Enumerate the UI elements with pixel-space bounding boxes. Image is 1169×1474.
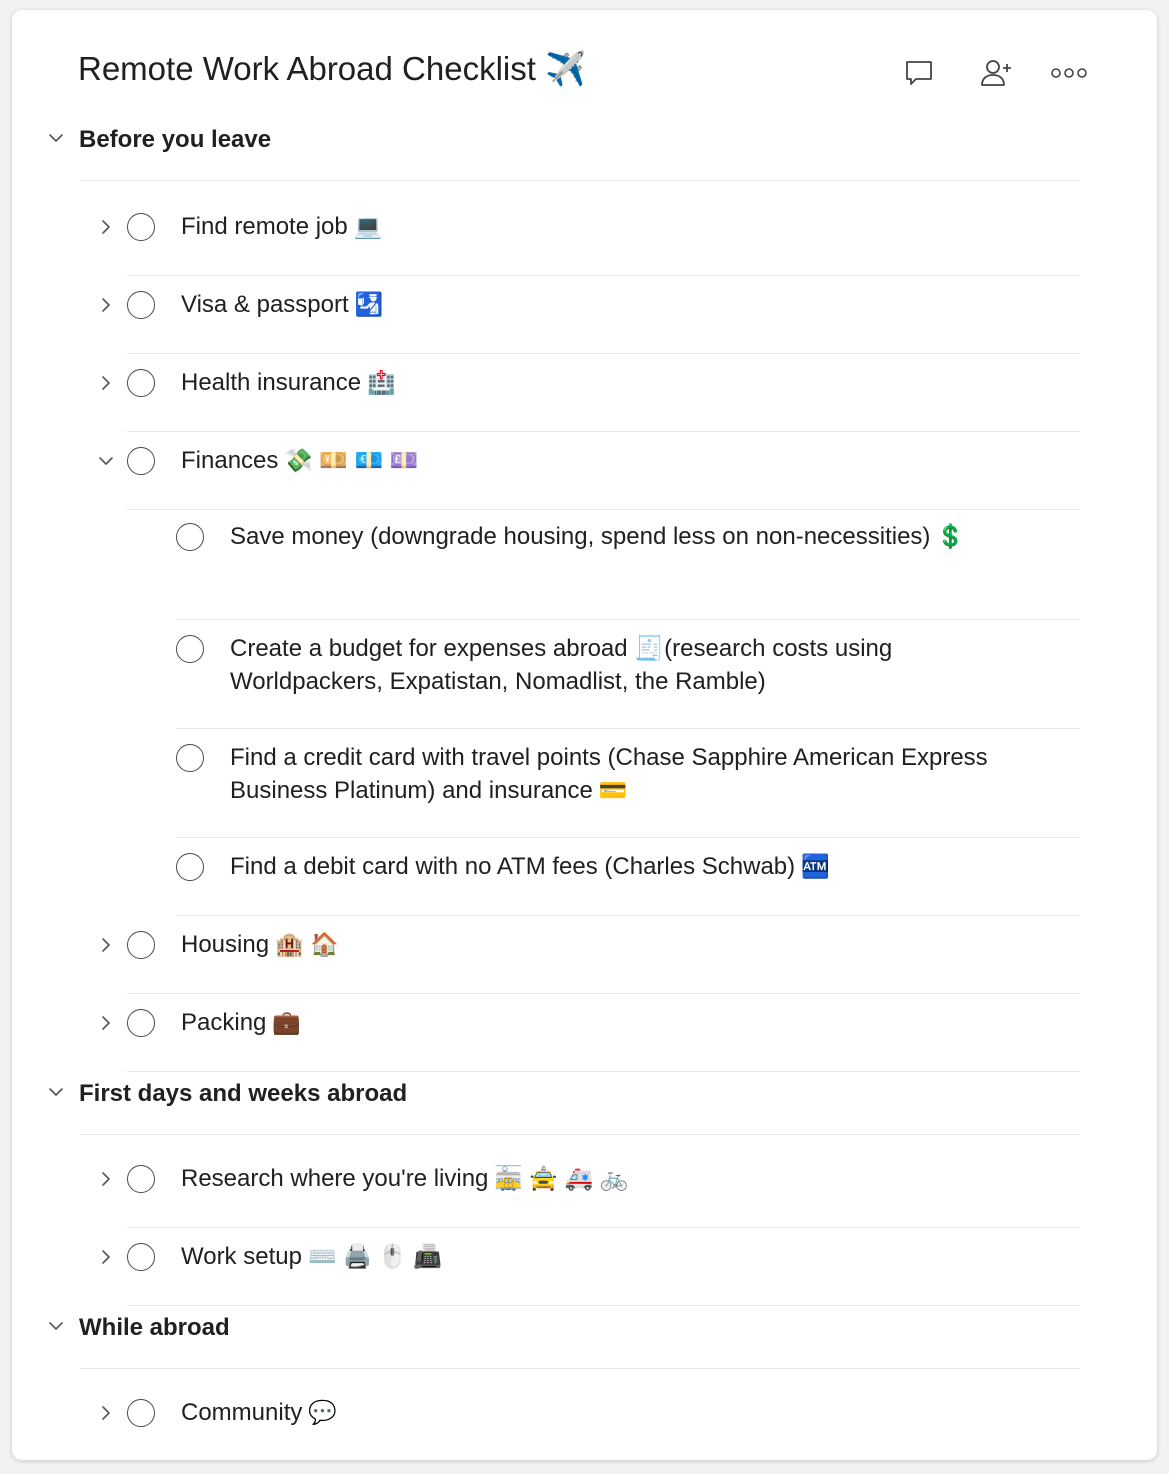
task-checkbox[interactable] — [127, 447, 155, 475]
row-divider — [127, 275, 1080, 276]
task-checkbox[interactable] — [127, 1243, 155, 1271]
section-divider — [80, 1134, 1080, 1135]
task-checkbox[interactable] — [127, 291, 155, 319]
row-divider — [176, 837, 1080, 838]
section-label: Before you leave — [79, 126, 272, 153]
row-divider — [176, 619, 1080, 620]
chevron-right-icon[interactable] — [96, 373, 116, 393]
task-text: Packing — [181, 1009, 267, 1036]
page-title: Remote Work Abroad Checklist ✈️ — [78, 50, 587, 87]
chevron-right-icon[interactable] — [96, 935, 116, 955]
task-emoji-icon: 🛂 — [354, 291, 384, 317]
task-checkbox[interactable] — [176, 853, 204, 881]
chevron-down-icon[interactable] — [46, 1316, 66, 1336]
task-text: Housing — [181, 931, 270, 958]
chevron-right-icon[interactable] — [96, 1247, 116, 1267]
chevron-right-icon[interactable] — [96, 1013, 116, 1033]
task-checkbox[interactable] — [127, 1009, 155, 1037]
chevron-down-icon[interactable] — [96, 451, 116, 471]
row-divider — [127, 353, 1080, 354]
task-emoji-icon: 💻 — [353, 213, 383, 239]
chevron-right-icon[interactable] — [96, 295, 116, 315]
section-label: First days and weeks abroad — [79, 1080, 408, 1107]
chevron-right-icon[interactable] — [96, 1169, 116, 1189]
task-emoji-icon: 🏧 — [801, 853, 830, 879]
section-header — [12, 1070, 1157, 1114]
task-text: Find a debit card with no ATM fees (Charles Schwab) — [230, 853, 796, 880]
row-divider — [127, 993, 1080, 994]
comment-icon — [904, 59, 934, 87]
task-title[interactable] — [181, 1240, 442, 1273]
task-checkbox[interactable] — [127, 213, 155, 241]
task-emoji-icon: 💳 — [598, 777, 628, 803]
task-text: Create a budget for expenses abroad 🧾(research costs using Worldpackers, Expatistan, Nomadlist, the Ramble) — [230, 635, 893, 695]
section-label: While abroad — [79, 1314, 230, 1341]
task-text: Save money (downgrade housing, spend less on non-necessities) — [230, 523, 931, 550]
task-checkbox[interactable] — [127, 931, 155, 959]
task-title[interactable] — [181, 210, 382, 243]
task-text: Work setup — [181, 1243, 302, 1270]
task-title[interactable] — [181, 1162, 628, 1195]
task-text: Visa & passport — [181, 291, 349, 318]
task-checkbox[interactable] — [127, 1165, 155, 1193]
task-title[interactable] — [181, 288, 383, 321]
task-title[interactable] — [181, 928, 339, 961]
task-title[interactable] — [230, 520, 1030, 553]
row-divider — [127, 1227, 1080, 1228]
task-checkbox[interactable] — [127, 1399, 155, 1427]
task-title[interactable] — [181, 366, 396, 399]
task-title[interactable] — [181, 1006, 301, 1039]
row-divider — [127, 431, 1080, 432]
task-emoji-icon: 🏥 — [367, 369, 396, 395]
more-icon — [1050, 66, 1088, 80]
task-title[interactable] — [181, 444, 418, 477]
section-header — [12, 116, 1157, 160]
row-divider — [176, 915, 1080, 916]
task-title[interactable] — [181, 1396, 337, 1429]
task-checkbox[interactable] — [176, 744, 204, 772]
task-emoji-icon: ⌨️ 🖨️ 🖱️ 📠 — [307, 1243, 442, 1269]
task-title[interactable] — [230, 632, 950, 698]
section-divider — [80, 180, 1080, 181]
task-checkbox[interactable] — [176, 523, 204, 551]
row-divider — [127, 509, 1080, 510]
task-checkbox[interactable] — [127, 369, 155, 397]
task-emoji-icon: 🚋 🚖 🚑 🚲 — [494, 1165, 629, 1191]
task-text: Finances — [181, 447, 279, 474]
chevron-right-icon[interactable] — [96, 1403, 116, 1423]
task-text: Find remote job — [181, 213, 348, 240]
task-text: Health insurance — [181, 369, 362, 396]
task-text: Find a credit card with travel points (Chase Sapphire American Express Business Platinum) and insurance — [230, 744, 988, 804]
section-header — [12, 1304, 1157, 1348]
section-divider — [80, 1368, 1080, 1369]
task-emoji-icon: 💸 💴 💶 💷 — [284, 447, 419, 473]
task-emoji-icon: 💼 — [272, 1009, 302, 1035]
add-person-icon — [980, 58, 1014, 88]
chevron-down-icon[interactable] — [46, 128, 66, 148]
more-button[interactable] — [1049, 56, 1089, 90]
task-checkbox[interactable] — [176, 635, 204, 663]
row-divider — [176, 728, 1080, 729]
chevron-right-icon[interactable] — [96, 217, 116, 237]
add-member-button[interactable] — [977, 56, 1017, 90]
checklist-window — [12, 10, 1157, 1460]
task-title[interactable] — [230, 741, 1030, 807]
task-emoji-icon: 💲 — [936, 523, 966, 549]
task-emoji-icon: 💬 — [308, 1399, 337, 1425]
comment-button[interactable] — [899, 56, 939, 90]
task-text: Research where you're living — [181, 1165, 489, 1192]
task-emoji-icon: 🏨 🏠 — [275, 931, 339, 957]
task-title[interactable] — [230, 850, 1030, 883]
task-text: Community — [181, 1399, 303, 1426]
chevron-down-icon[interactable] — [46, 1082, 66, 1102]
